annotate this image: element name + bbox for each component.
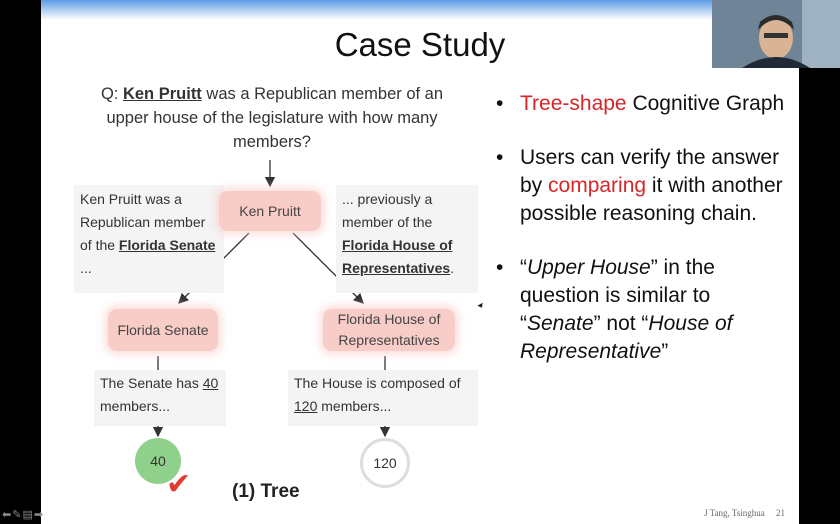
right-answer-circle: 120 (360, 438, 410, 488)
left-context-box (74, 185, 224, 293)
bullet3-mid1: ” in the question is similar to “ (520, 256, 715, 335)
left-context-text: Ken Pruitt was a Republican member of the (80, 191, 206, 253)
question-entity: Ken Pruitt (122, 85, 202, 103)
left-answer-circle: 40 (135, 438, 181, 484)
bullet3-mid2: ” not “ (593, 312, 649, 335)
right-context-text: ... previously a member of the (342, 191, 433, 230)
left-evidence-suffix: members... (100, 398, 171, 414)
bullet-list (496, 90, 796, 392)
bullet-dot-icon: • (496, 92, 504, 115)
presenter-avatar (712, 0, 840, 68)
bullet2-pre: Users can verify the answer by (520, 146, 780, 197)
bullet-item-upper-house (496, 254, 796, 366)
footer-page-number: 21 (776, 508, 785, 518)
bullet1-post: Cognitive Graph (626, 92, 785, 115)
footer-author: J Tang, Tsinghua (704, 508, 765, 518)
bullet3-term-senate: Senate (527, 312, 594, 335)
webcam-video-feed (712, 0, 840, 68)
right-evidence-suffix: members... (317, 398, 392, 414)
bullet3-quote-close: ” (661, 340, 669, 363)
arrow-right-icon[interactable]: ➡ (33, 509, 45, 521)
root-node: Ken Pruitt (219, 191, 321, 231)
presentation-slide (41, 0, 799, 524)
right-context-entity: Florida House of Representatives (342, 237, 453, 276)
question-body: was a Republican member of an upper house of the legislature with how many members? (106, 85, 444, 151)
arrow-left-icon[interactable]: ⬅ (2, 509, 13, 521)
left-evidence-prefix: The Senate has (100, 375, 203, 391)
right-evidence-box (288, 370, 478, 426)
right-context-box (336, 185, 478, 293)
bullet2-post: it with another possible reasoning chain. (520, 174, 783, 225)
left-evidence-box (94, 370, 226, 426)
slide-footer (704, 508, 785, 518)
bullet1-highlight: Tree-shape (520, 92, 627, 115)
left-context-suffix: ... (80, 260, 92, 276)
slideshow-nav (2, 508, 44, 521)
menu-icon[interactable]: ▤ (22, 509, 34, 521)
bullet-dot-icon: • (496, 146, 504, 169)
bullet-item-tree-shape (496, 90, 796, 118)
check-icon: ✔ (166, 468, 192, 501)
bullet3-term-house: House of Representative (520, 312, 733, 363)
bullet3-quote-open: “ (520, 256, 527, 279)
question-prefix: Q: (100, 85, 123, 103)
left-context-entity: Florida Senate (118, 237, 216, 253)
left-evidence-number: 40 (202, 375, 219, 391)
pen-icon[interactable]: ✎ (12, 509, 23, 521)
right-entity-node: Florida House of Representatives (323, 309, 455, 351)
right-evidence-prefix: The House is composed of (294, 375, 461, 391)
bullet-dot-icon: • (496, 256, 504, 279)
bullet-item-verify (496, 144, 796, 228)
bullet2-highlight: comparing (548, 174, 647, 197)
right-context-suffix: . (450, 260, 455, 276)
right-evidence-number: 120 (294, 398, 318, 414)
left-entity-node: Florida Senate (108, 309, 218, 351)
slide-title: Case Study (334, 26, 506, 63)
tree-label: (1) Tree (232, 481, 300, 502)
bullet3-term-upper-house: Upper House (527, 256, 651, 279)
